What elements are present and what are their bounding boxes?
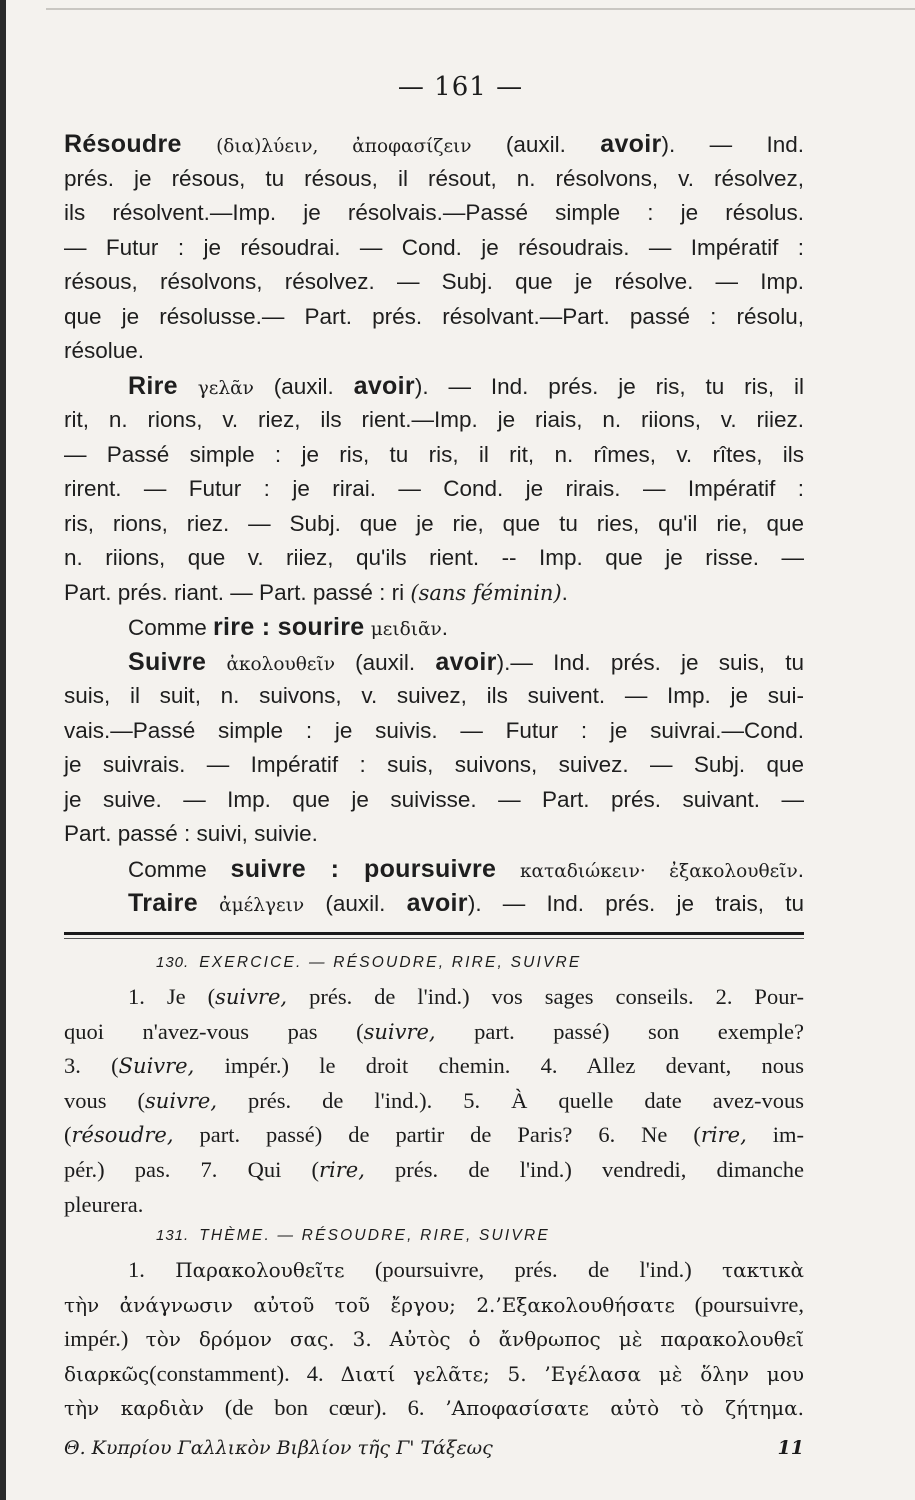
- conjugation-line: [64, 300, 804, 335]
- text-run: ). — Ind. prés. je trais, tu: [467, 891, 804, 916]
- text-run: ils résolvent.—Imp. je résolvais.—Passé simple : je résolus.: [64, 200, 804, 225]
- greek-text: τὴν καρδιὰν: [64, 1396, 205, 1421]
- exercise-line: [64, 1188, 804, 1223]
- italic-term: suivre,: [215, 985, 288, 1009]
- greek-text: Παρακολουθεῖτε: [175, 1258, 345, 1282]
- exercise-line: [64, 1118, 804, 1153]
- exercise-heading: [64, 946, 804, 980]
- text-run: 1.: [128, 1257, 176, 1282]
- headword: avoir: [353, 371, 415, 400]
- theme-lines: [64, 1253, 804, 1426]
- headword: avoir: [435, 647, 497, 676]
- theme-title: THÈME. — RÉSOUDRE, RIRE, SUIVRE: [199, 1227, 550, 1244]
- italic-term: rire,: [700, 1123, 747, 1148]
- theme-line: [64, 1322, 804, 1357]
- greek-gloss: μειδιᾶν: [370, 619, 442, 640]
- text-run: rirent. — Futur : je rirai. — Cond. je rirais. — Impératif :: [64, 476, 804, 501]
- text-run: quoi n'avez-vous pas (: [64, 1018, 364, 1044]
- headword: Suivre: [128, 647, 207, 676]
- footer-book-title: Θ. Κυπρίου Γαλλικὸν Βιβλίον τῆς Γ' Τάξεως: [64, 1437, 493, 1459]
- footer-signature-number: 11: [777, 1437, 804, 1459]
- page-footer: [64, 1437, 804, 1467]
- greek-text: τὴν ἀνάγνωσιν αὐτοῦ τοῦ ἔργου; 2.’Εξακολουθήσατε: [64, 1292, 675, 1317]
- exercise-130: [64, 946, 804, 1222]
- text-run: [496, 857, 520, 882]
- greek-gloss: ἀκολουθεῖν: [226, 653, 335, 675]
- headword: avoir: [600, 130, 662, 158]
- italic-term: résoudre,: [71, 1123, 174, 1148]
- theme-line: [64, 1357, 804, 1392]
- text-run: (auxil.: [253, 373, 354, 399]
- conjugation-line: [64, 265, 804, 300]
- conjugation-line: [64, 679, 804, 714]
- text-run: — Futur : je résoudrai. — Cond. je résoudrais. — Impératif :: [64, 234, 804, 260]
- headword: avoir: [406, 889, 468, 917]
- text-run: .: [441, 615, 449, 640]
- text-run: rit, n. rions, v. riez, ils rient.—Imp. je riais, n. riions, v. riiez.: [64, 407, 804, 432]
- conjugation-line: [64, 645, 804, 680]
- text-run: suis, il suit, n. suivons, v. suivez, ils suivent. — Imp. je sui-: [64, 683, 804, 708]
- section-divider-thin: [64, 938, 804, 939]
- text-run: impér.) le droit chemin. 4. Allez devant, nous: [194, 1053, 804, 1079]
- text-run: (de bon cœur). 6.: [204, 1395, 446, 1421]
- conjugation-line: [64, 127, 804, 162]
- exercise-line: [64, 1153, 804, 1188]
- text-run: que je résolusse.— Part. prés. résolvant.—Part. passé : résolu,: [64, 303, 804, 329]
- greek-gloss: (δια)λύειν, ἀποφασίζειν: [216, 136, 472, 157]
- text-run: prés. de l'ind.) vendredi, dimanche: [364, 1156, 805, 1182]
- conjugation-line: [64, 472, 804, 507]
- text-run: [182, 132, 216, 157]
- headword: Rire: [128, 371, 178, 400]
- greek-text: Διατί γελᾶτε; 5. ’Εγέλασα μὲ ὅλην μου: [340, 1361, 804, 1386]
- exercise-line: [64, 1049, 804, 1084]
- italic-term: suivre,: [145, 1088, 218, 1113]
- text-run: prés. je résous, tu résous, il résout, n. résolvons, v. résolvez,: [64, 165, 804, 191]
- greek-gloss: γελᾶν: [197, 377, 254, 399]
- greek-gloss: ἀμέλγειν: [219, 895, 305, 916]
- text-run: ). — Ind.: [661, 132, 804, 157]
- italic-term: Suivre,: [118, 1054, 195, 1079]
- text-run: n. riions, que v. riiez, qu'ils rient. -- Imp. que je risse. —: [64, 545, 804, 570]
- text-run: pleurera.: [64, 1191, 144, 1217]
- text-run: (constamment). 4.: [149, 1360, 341, 1386]
- conjugation-line: [64, 403, 804, 438]
- text-run: résous, résolvons, résolvez. — Subj. que je résolve. — Imp.: [64, 269, 804, 294]
- headword: rire : sourire: [213, 613, 365, 641]
- italic-term: (sans féminin): [410, 580, 562, 605]
- conjugation-line: [64, 748, 804, 783]
- text-run: (poursuivre,: [674, 1291, 804, 1317]
- headword: Résoudre: [64, 130, 182, 158]
- text-run: pér.) pas. 7. Qui (: [64, 1156, 319, 1182]
- text-run: Part. passé : suivi, suivie.: [64, 821, 318, 846]
- theme-number: 131.: [156, 1227, 190, 1244]
- theme-131: [64, 1219, 804, 1426]
- theme-line: [64, 1288, 804, 1323]
- top-edge-line: [46, 8, 915, 10]
- text-run: je suive. — Imp. que je suivisse. — Part. prés. suivant. —: [64, 786, 804, 812]
- greek-text: τὸν δρόμον σας. 3. Αὐτὸς ὁ ἄνθρωπος μὲ παρακολουθεῖ: [145, 1327, 805, 1352]
- italic-term: suivre,: [363, 1019, 436, 1044]
- conjugation-line: [64, 541, 804, 576]
- section-divider: [64, 932, 804, 935]
- page-number: — 161 —: [397, 72, 524, 102]
- text-run: vais.—Passé simple : je suivis. — Futur : je suivrai.—Cond.: [64, 717, 804, 743]
- text-run: ). — Ind. prés. je ris, tu ris, il: [414, 373, 804, 399]
- text-run: — Passé simple : je ris, tu ris, il rit, n. rîmes, v. rîtes, ils: [64, 441, 804, 467]
- conjugation-line: [64, 817, 804, 852]
- text-run: (auxil.: [471, 132, 601, 157]
- conjugation-line: [64, 369, 804, 404]
- greek-text: ’Αποφασίσατε αὐτὸ τὸ ζήτημα.: [445, 1396, 804, 1421]
- text-run: je suivrais. — Impératif : suis, suivons, suivez. — Subj. que: [64, 752, 804, 777]
- text-run: (poursuivre, prés. de l'ind.): [344, 1257, 723, 1282]
- conjugation-line: [64, 334, 804, 369]
- conjugation-line: [64, 162, 804, 197]
- text-run: Part. prés. riant. — Part. passé : ri: [64, 579, 411, 605]
- conjugation-line: [64, 886, 804, 921]
- text-run: vous (: [64, 1087, 146, 1113]
- text-run: (auxil.: [334, 649, 436, 675]
- text-run: ).— Ind. prés. je suis, tu: [496, 649, 804, 675]
- text-run: [178, 374, 198, 399]
- text-run: prés. de l'ind.) vos sages conseils. 2. Pour-: [287, 984, 804, 1009]
- conjugation-text: [64, 127, 804, 921]
- headword: suivre : poursuivre: [230, 854, 497, 883]
- text-run: .: [561, 579, 568, 605]
- text-run: [198, 891, 219, 916]
- text-run: 3. (: [64, 1053, 119, 1079]
- text-run: .: [797, 856, 804, 882]
- greek-gloss: καταδιώκειν· ἐξακολουθεῖν: [519, 860, 798, 882]
- exercise-line: [64, 980, 804, 1015]
- greek-text: τακτικὰ: [722, 1258, 804, 1282]
- conjugation-line: [64, 438, 804, 473]
- text-run: ris, rions, riez. — Subj. que je rie, que tu ries, qu'il rie, que: [64, 510, 804, 536]
- text-run: (: [64, 1122, 72, 1148]
- conjugation-line: [64, 783, 804, 818]
- exercise-lines: [64, 980, 804, 1222]
- exercise-title: EXERCICE. — RÉSOUDRE, RIRE, SUIVRE: [199, 954, 582, 971]
- exercise-line: [64, 1084, 804, 1119]
- text-run: résolue.: [64, 338, 145, 363]
- greek-text: διαρκῶς: [64, 1361, 150, 1386]
- conjugation-line: [64, 610, 804, 645]
- text-run: part. passé) son exemple?: [435, 1018, 804, 1044]
- exercise-line: [64, 1015, 804, 1050]
- theme-line: [64, 1253, 804, 1288]
- conjugation-line: [64, 852, 804, 887]
- text-run: Comme: [128, 615, 214, 640]
- text-run: im-: [746, 1122, 804, 1148]
- theme-heading: [64, 1219, 804, 1253]
- conjugation-line: [64, 507, 804, 542]
- conjugation-line: [64, 231, 804, 266]
- text-run: impér.): [64, 1326, 146, 1352]
- conjugation-line: [64, 196, 804, 231]
- italic-term: rire,: [318, 1157, 365, 1182]
- text-run: prés. de l'ind.). 5. À quelle date avez-vous: [217, 1087, 805, 1113]
- conjugation-line: [64, 714, 804, 749]
- text-run: (auxil.: [304, 891, 407, 916]
- conjugation-line: [64, 576, 804, 611]
- text-run: Comme: [128, 856, 231, 882]
- text-run: part. passé) de partir de Paris? 6. Ne (: [173, 1122, 701, 1148]
- theme-line: [64, 1391, 804, 1426]
- text-run: [206, 650, 226, 675]
- exercise-number: 130.: [156, 954, 190, 971]
- text-run: 1. Je (: [128, 984, 216, 1009]
- headword: Traire: [128, 889, 198, 917]
